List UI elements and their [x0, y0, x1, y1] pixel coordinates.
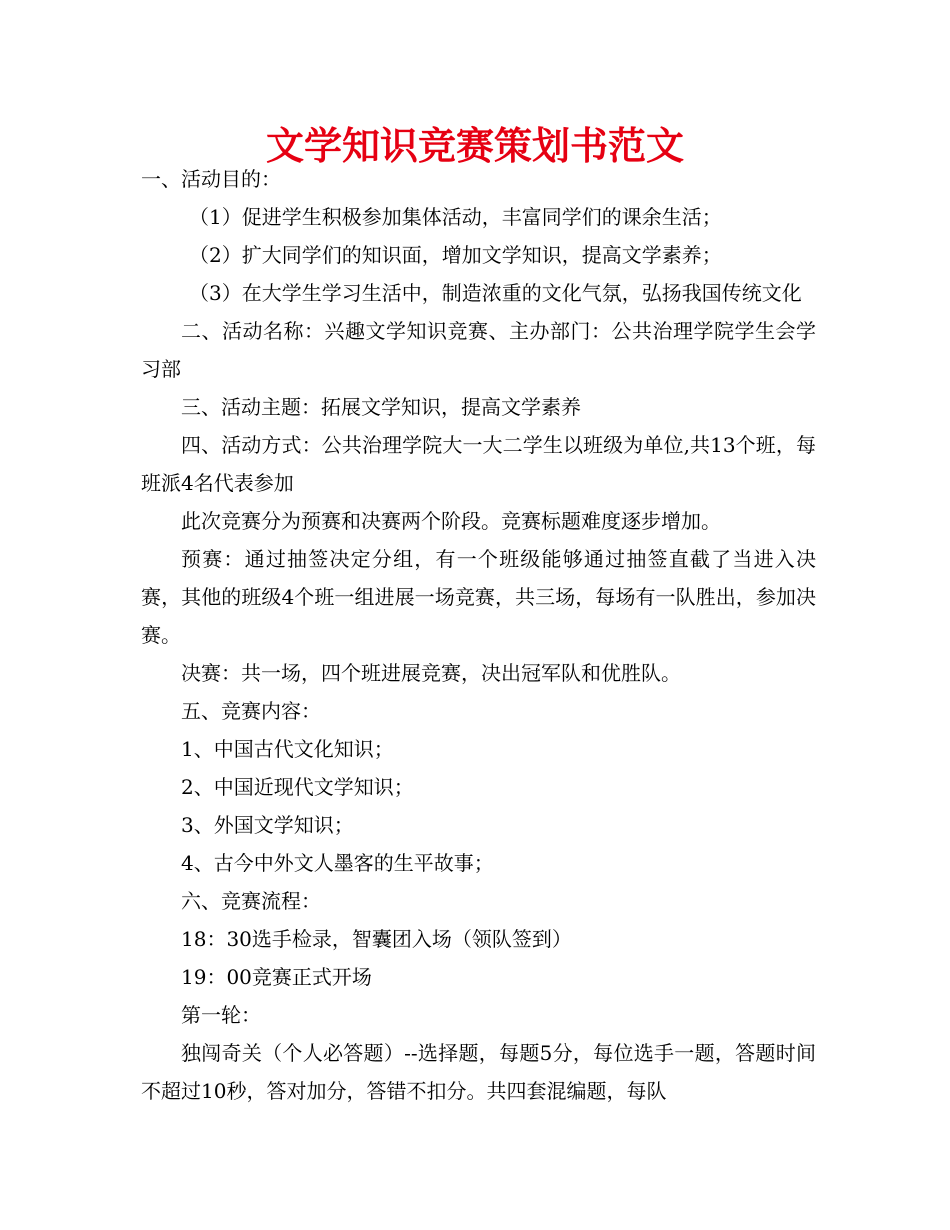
section-heading-purpose: 一、活动目的： [141, 167, 281, 191]
paragraph-activity-name: 二、活动名称：兴趣文学知识竞赛、主办部门：公共治理学院学生会学习部 [141, 319, 816, 381]
document-title: 文学知识竞赛策划书范文 [265, 124, 684, 168]
schedule-item-checkin: 18：30选手检录，智囊团入场（领队签到） [181, 927, 572, 951]
paragraph-purpose-2: （2）扩大同学们的知识面，增加文学知识，提高文学素养； [189, 243, 722, 267]
list-item-content-1: 1、中国古代文化知识； [181, 737, 394, 761]
section-heading-process: 六、竞赛流程： [181, 889, 321, 913]
round-heading-1: 第一轮： [181, 1003, 261, 1027]
paragraph-stages: 此次竞赛分为预赛和决赛两个阶段。竞赛标题难度逐步增加。 [181, 509, 721, 533]
paragraph-purpose-1: （1）促进学生积极参加集体活动，丰富同学们的课余生活； [189, 205, 722, 229]
document-body [141, 160, 816, 1110]
paragraph-activity-format: 四、活动方式：公共治理学院大一大二学生以班级为单位,共13个班，每班派4名代表参加 [141, 433, 816, 495]
paragraph-purpose-3: （3）在大学生学习生活中，制造浓重的文化气氛，弘扬我国传统文化 [189, 281, 802, 305]
paragraph-preliminary: 预赛：通过抽签决定分组，有一个班级能够通过抽签直截了当进入决赛，其他的班级4个班一组进展一场竞赛，共三场，每场有一队胜出，参加决赛。 [141, 547, 816, 647]
paragraph-activity-theme: 三、活动主题：拓展文学知识，提高文学素养 [181, 395, 581, 419]
list-item-content-4: 4、古今中外文人墨客的生平故事； [181, 851, 494, 875]
list-item-content-3: 3、外国文学知识； [181, 813, 354, 837]
schedule-item-start: 19：00竞赛正式开场 [181, 965, 372, 989]
list-item-content-2: 2、中国近现代文学知识； [181, 775, 414, 799]
paragraph-final: 决赛：共一场，四个班进展竞赛，决出冠军队和优胜队。 [181, 661, 681, 685]
paragraph-round-1-rules: 独闯奇关（个人必答题）--选择题，每题5分，每位选手一题，答题时间不超过10秒，答对加分，答错不扣分。共四套混编题，每队 [141, 1041, 816, 1103]
section-heading-content: 五、竞赛内容： [181, 699, 321, 723]
